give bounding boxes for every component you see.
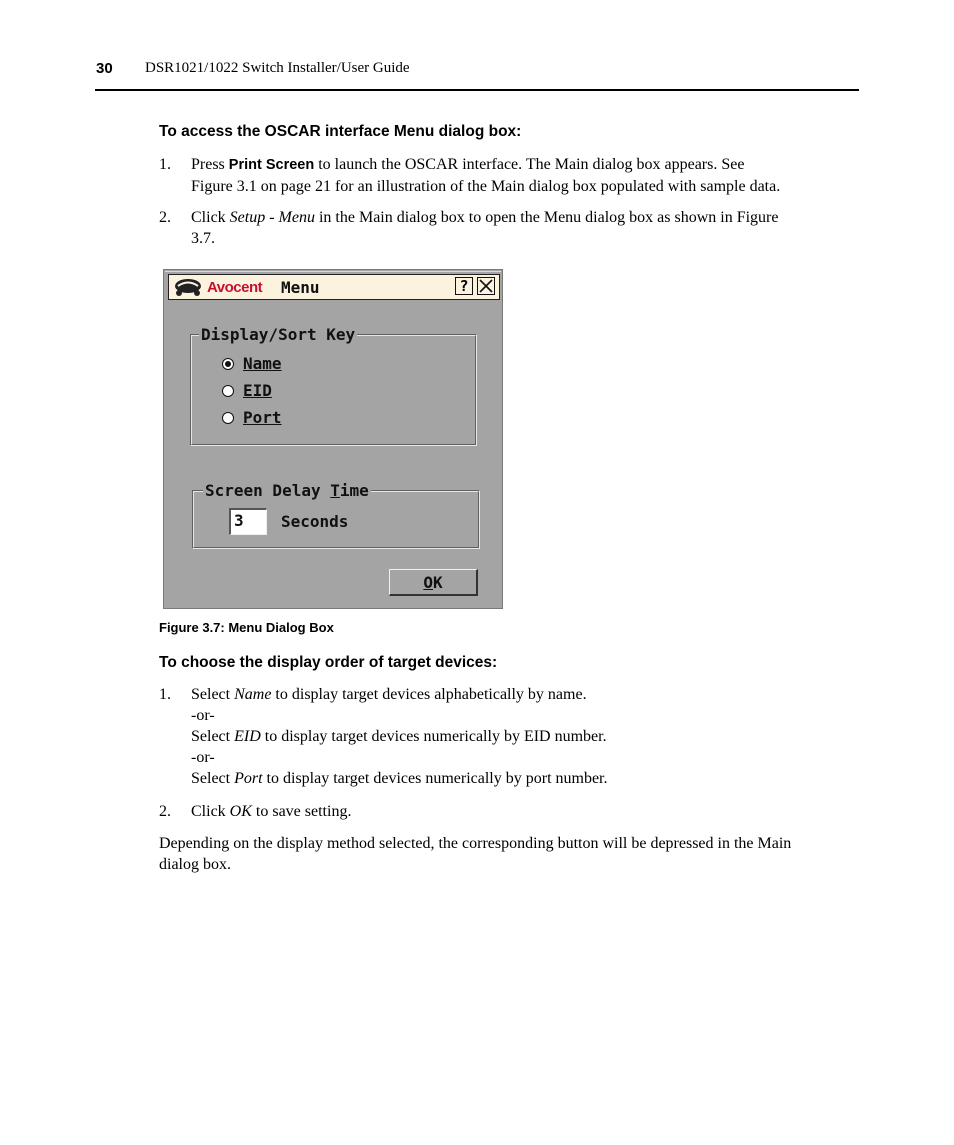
screen-delay-time-legend: Screen Delay Time bbox=[205, 481, 369, 500]
close-button[interactable] bbox=[477, 277, 495, 295]
header-rule bbox=[95, 89, 859, 91]
section-heading-access: To access the OSCAR interface Menu dialog box: bbox=[159, 123, 522, 140]
step-number: 1. bbox=[159, 156, 171, 173]
option-port-label[interactable]: Port bbox=[243, 408, 282, 427]
option-eid-label[interactable]: EID bbox=[243, 381, 272, 400]
option-name-label[interactable]: Name bbox=[243, 354, 282, 373]
help-button[interactable]: ? bbox=[455, 277, 473, 295]
step-number: 1. bbox=[159, 686, 171, 703]
close-icon bbox=[479, 279, 493, 293]
running-header-title: DSR1021/1022 Switch Installer/User Guide bbox=[145, 60, 410, 76]
key-print-screen: Print Screen bbox=[228, 157, 315, 173]
page-number: 30 bbox=[96, 60, 113, 77]
step-number: 2. bbox=[159, 803, 171, 820]
radio-name[interactable] bbox=[222, 358, 234, 370]
step-select-text: Select Name to display target devices alphabetically by name. -or- Select EID to display target devices numerically by EID number. -or- Select Port to display target devices numerically by port number. bbox=[191, 686, 608, 787]
step-1-text: Press Print Screen to launch the OSCAR interface. The Main dialog box appears. See Figure 3.1 on page 21 for an illustration of the Main dialog box populated with sample data. bbox=[191, 156, 781, 195]
display-sort-key-legend: Display/Sort Key bbox=[201, 325, 356, 344]
dialog-title: Menu bbox=[281, 278, 320, 297]
step-2-text: Click Setup - Menu in the Main dialog box to open the Menu dialog box as shown in Figure 3.7. bbox=[191, 209, 779, 247]
section-heading-display-order: To choose the display order of target devices: bbox=[159, 654, 498, 671]
screen-delay-input[interactable]: 3 bbox=[229, 508, 267, 535]
menu-dialog bbox=[163, 269, 503, 609]
step-number: 2. bbox=[159, 209, 171, 226]
ok-button[interactable]: O K bbox=[389, 569, 478, 596]
figure-caption: Figure 3.7: Menu Dialog Box bbox=[159, 620, 334, 635]
avocent-logo-text: Avocent bbox=[207, 279, 263, 296]
radio-eid[interactable] bbox=[222, 385, 234, 397]
step-click-ok-text: Click OK to save setting. bbox=[191, 803, 352, 820]
avocent-logo-icon bbox=[173, 277, 203, 297]
dialog-title-bar bbox=[168, 274, 500, 300]
closing-paragraph: Depending on the display method selected, the corresponding button will be depressed in the Main dialog box. bbox=[159, 835, 792, 873]
radio-port[interactable] bbox=[222, 412, 234, 424]
seconds-label: Seconds bbox=[281, 512, 349, 531]
